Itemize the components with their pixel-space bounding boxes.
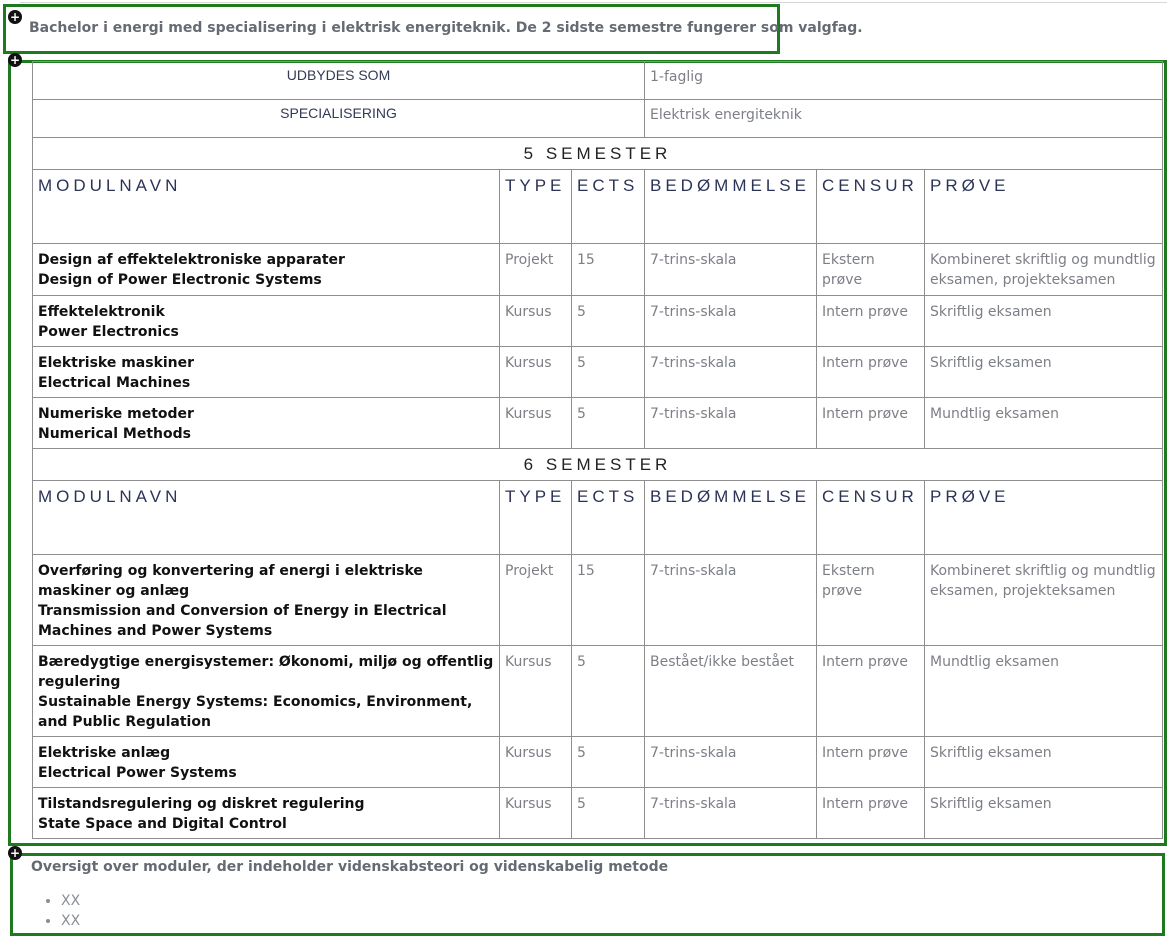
curriculum-table (32, 61, 1163, 839)
module-exam: Kombineret skriftlig og mundtlig eksamen, projekteksamen (925, 555, 1163, 646)
module-name-en: Power Electronics (38, 324, 179, 340)
module-name-en: Sustainable Energy Systems: Economics, Environment, and Public Regulation (38, 694, 473, 730)
table-row (33, 737, 1163, 788)
module-exam: Mundtlig eksamen (925, 646, 1163, 737)
block-add-handle-icon[interactable]: + (9, 846, 21, 860)
module-grading: 7-trins-skala (645, 788, 817, 839)
table-row (33, 347, 1163, 398)
module-type: Kursus (500, 347, 572, 398)
module-type: Kursus (500, 398, 572, 449)
semester-title-row (33, 449, 1163, 481)
module-grading: 7-trins-skala (645, 555, 817, 646)
module-name-da: Overføring og konvertering af energi i elektriske maskiner og anlæg (38, 563, 423, 599)
column-header-ects: ECTS (572, 170, 645, 244)
list-item: • XX (61, 911, 80, 931)
block-add-handle-icon[interactable]: + (9, 53, 21, 67)
module-name-en: Electrical Power Systems (38, 765, 237, 781)
module-ects: 5 (572, 646, 645, 737)
meta-row (33, 100, 1163, 138)
block-add-handle-icon[interactable]: + (9, 10, 21, 24)
meta-row (33, 62, 1163, 100)
module-ects: 5 (572, 347, 645, 398)
module-name-da: Design af effektelektroniske apparater (38, 252, 345, 268)
column-header-ects: ECTS (572, 481, 645, 555)
column-header-censor: CENSUR (817, 481, 925, 555)
module-exam: Skriftlig eksamen (925, 296, 1163, 347)
module-censor: Intern prøve (817, 398, 925, 449)
module-ects: 5 (572, 788, 645, 839)
list-item: • XX (61, 891, 80, 911)
table-row (33, 646, 1163, 737)
module-name (33, 646, 500, 737)
outro-list (28, 891, 80, 931)
top-divider (20, 2, 1167, 3)
table-row (33, 398, 1163, 449)
column-header-grading: BEDØMMELSE (645, 170, 817, 244)
module-name-da: Elektriske maskiner (38, 355, 195, 371)
meta-value: Elektrisk energiteknik (645, 100, 1163, 138)
intro-text: Bachelor i energi med specialisering i elektrisk energiteknik. De 2 sidste semestre fungerer som valgfag. (29, 20, 863, 36)
module-exam: Skriftlig eksamen (925, 347, 1163, 398)
module-name (33, 244, 500, 296)
column-header-type: TYPE (500, 481, 572, 555)
module-censor: Ekstern prøve (817, 555, 925, 646)
meta-label: SPECIALISERING (33, 100, 645, 138)
module-type: Kursus (500, 737, 572, 788)
module-name-da: Effektelektronik (38, 304, 165, 320)
module-ects: 15 (572, 244, 645, 296)
module-grading: 7-trins-skala (645, 398, 817, 449)
module-name (33, 737, 500, 788)
module-name (33, 296, 500, 347)
module-exam: Skriftlig eksamen (925, 788, 1163, 839)
column-header-type: TYPE (500, 170, 572, 244)
table-row (33, 244, 1163, 296)
module-censor: Intern prøve (817, 296, 925, 347)
module-name-da: Tilstandsregulering og diskret regulering (38, 796, 365, 812)
column-header-name: MODULNAVN (33, 170, 500, 244)
module-grading: 7-trins-skala (645, 244, 817, 296)
module-name-da: Elektriske anlæg (38, 745, 171, 761)
module-ects: 5 (572, 296, 645, 347)
meta-label: UDBYDES SOM (33, 62, 645, 100)
table-row (33, 296, 1163, 347)
module-name (33, 347, 500, 398)
module-exam: Kombineret skriftlig og mundtlig eksamen, projekteksamen (925, 244, 1163, 296)
module-type: Projekt (500, 244, 572, 296)
module-type: Kursus (500, 646, 572, 737)
module-grading: 7-trins-skala (645, 737, 817, 788)
module-ects: 15 (572, 555, 645, 646)
column-header-row (33, 170, 1163, 244)
column-header-exam: PRØVE (925, 481, 1163, 555)
meta-value: 1-faglig (645, 62, 1163, 100)
module-grading: Bestået/ikke bestået (645, 646, 817, 737)
semester-title: 6 SEMESTER (33, 449, 1163, 481)
column-header-censor: CENSUR (817, 170, 925, 244)
module-censor: Intern prøve (817, 646, 925, 737)
module-name-da: Bæredygtige energisystemer: Økonomi, miljø og offentlig regulering (38, 654, 494, 690)
table-row (33, 788, 1163, 839)
table-row (33, 555, 1163, 646)
module-type: Projekt (500, 555, 572, 646)
semester-title: 5 SEMESTER (33, 138, 1163, 170)
module-name-en: State Space and Digital Control (38, 816, 287, 832)
module-name (33, 788, 500, 839)
module-exam: Mundtlig eksamen (925, 398, 1163, 449)
module-censor: Intern prøve (817, 347, 925, 398)
module-name-en: Electrical Machines (38, 375, 191, 391)
module-name-en: Design of Power Electronic Systems (38, 272, 322, 288)
column-header-row (33, 481, 1163, 555)
module-name (33, 398, 500, 449)
module-censor: Intern prøve (817, 788, 925, 839)
module-grading: 7-trins-skala (645, 347, 817, 398)
module-name-en: Numerical Methods (38, 426, 191, 442)
outro-heading: Oversigt over moduler, der indeholder videnskabsteori og videnskabelig metode (31, 859, 669, 875)
semester-title-row (33, 138, 1163, 170)
module-exam: Skriftlig eksamen (925, 737, 1163, 788)
module-name-da: Numeriske metoder (38, 406, 194, 422)
module-name-en: Transmission and Conversion of Energy in Electrical Machines and Power Systems (38, 603, 447, 639)
column-header-exam: PRØVE (925, 170, 1163, 244)
module-censor: Ekstern prøve (817, 244, 925, 296)
module-type: Kursus (500, 788, 572, 839)
column-header-grading: BEDØMMELSE (645, 481, 817, 555)
module-name (33, 555, 500, 646)
column-header-name: MODULNAVN (33, 481, 500, 555)
module-censor: Intern prøve (817, 737, 925, 788)
module-grading: 7-trins-skala (645, 296, 817, 347)
module-ects: 5 (572, 737, 645, 788)
module-type: Kursus (500, 296, 572, 347)
module-ects: 5 (572, 398, 645, 449)
